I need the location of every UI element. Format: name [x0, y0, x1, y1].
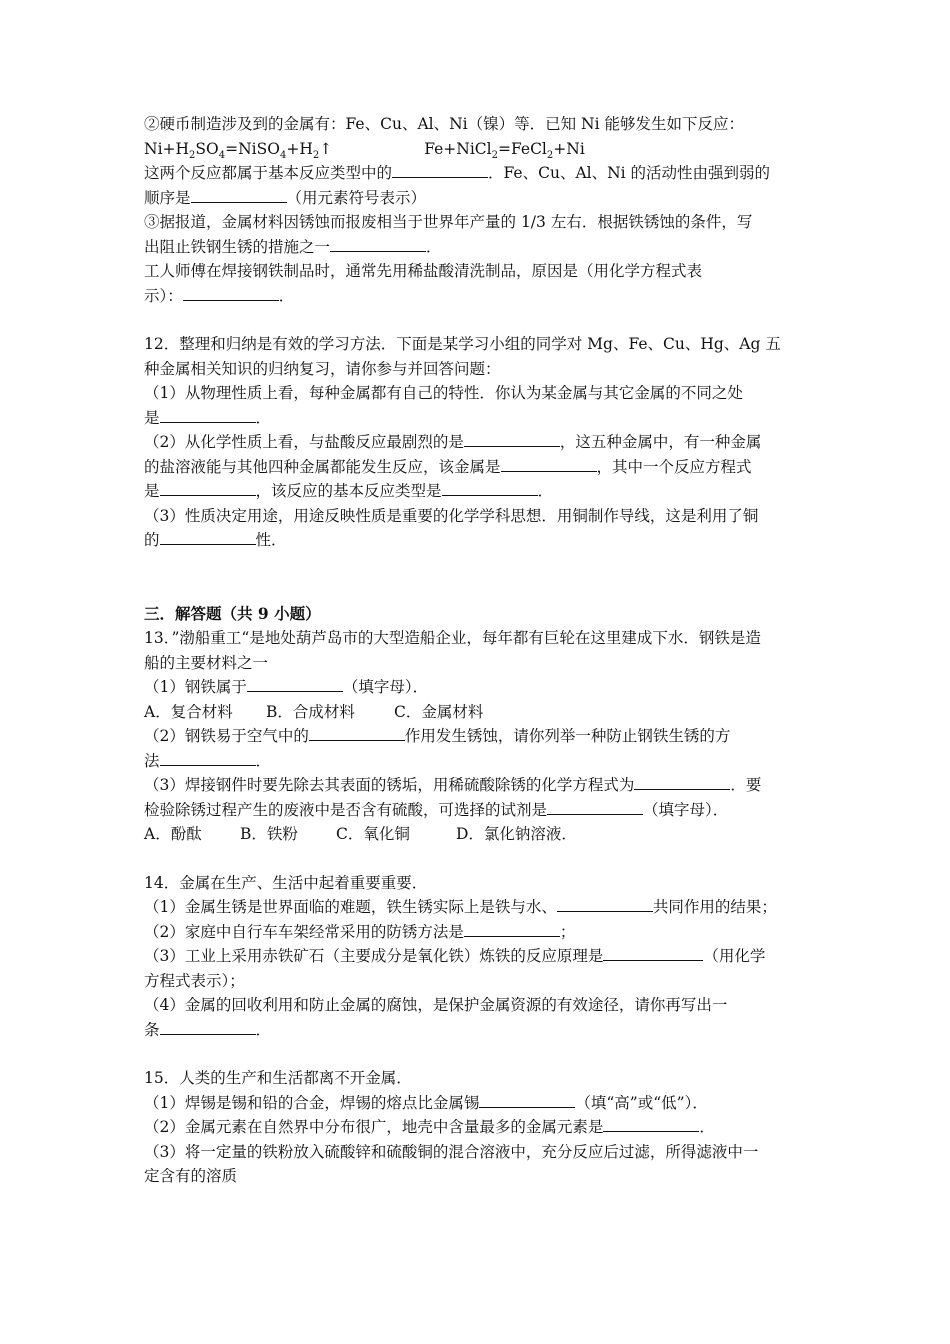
answer-blank[interactable]	[603, 945, 703, 961]
q13-options-1	[144, 700, 814, 725]
answer-blank[interactable]	[442, 480, 538, 496]
answer-blank[interactable]	[464, 431, 560, 447]
document-content	[144, 112, 814, 1189]
answer-blank[interactable]	[160, 407, 256, 423]
circled-number-3: ③	[144, 213, 160, 231]
answer-blank[interactable]	[160, 480, 256, 496]
equation-2: Fe+NiCl$_2$=FeCl$_2$+Ni	[424, 139, 585, 161]
option-c: C．氧化铜	[336, 825, 410, 843]
option-b: B．合成材料	[266, 702, 355, 721]
answer-blank[interactable]	[479, 1092, 575, 1108]
option-d: D．氯化钠溶液．	[456, 825, 577, 843]
answer-blank[interactable]	[191, 187, 287, 203]
answer-blank[interactable]	[603, 1116, 699, 1132]
answer-blank[interactable]	[464, 921, 560, 937]
circled-number-2: ②	[144, 115, 160, 133]
equation-1: $Ni+H_2SO_4=NiSO_4+H_2↑$	[144, 139, 333, 161]
answer-blank[interactable]	[557, 896, 653, 912]
option-b: B．铁粉	[240, 825, 298, 843]
answer-blank[interactable]	[501, 456, 597, 472]
answer-blank[interactable]	[392, 162, 488, 178]
answer-blank[interactable]	[547, 799, 643, 815]
answer-blank[interactable]	[183, 285, 279, 301]
question-12: 12．整理和归纳是有效的学习方法．下面是某学习小组的同学对 Mg、Fe、Cu、Hg、Ag 五 种金属相关知识的归纳复习，请你参与并回答问题： （1）从物理性质上看，每种金属都有自己的特性．你认为某金属与其它金属的不同之处 是 ． （2）从化学性质上看，与盐酸反应最剧烈的是 ，这五种金属中，有一种金属 的盐溶液能与其他四种金属都能发生反应，该金属是 ，其中一个反应方程式 是 ，该反应的基本反应类型是 ． （3）性质决定用途，用途反映性质是重要的化学学科思想．用铜制作导线，这是利用了铜 的 性．	[144, 335, 781, 549]
question-14: 14．金属在生产、生活中起着重要重要． （1）金属生锈是世界面临的难题，铁生锈实际上是铁与水、 共同作用的结果； （2）家庭中自行车车架经常采用的防锈方法是 ； （3）工业上采用赤铁矿石（主要成分是氧化铁）炼铁的反应原理是 （用化学 方程式表示）； （4）金属的回收利用和防止金属的腐蚀，是保护金属资源的有效途径，请你再写出一 条 ．	[144, 873, 777, 1039]
option-c: C．金属材料	[394, 702, 484, 721]
question-13: 13．”渤船重工“是地处葫芦岛市的大型造船企业，每年都有巨轮在这里建成下水．钢铁是造 船的主要材料之一 （1）钢铁属于 （填字母）． A．复合材料 B．合成材料 C．金属材料 （2）钢铁易于空气中的 作用发生锈蚀，请你列举一种防止钢铁生锈的方 法 ． （3）焊接钢件时要先除去其表面的锈垢，用稀硫酸除锈的化学方程式为 ．要 检验除锈过程产生的废液中是否含有硫酸，可选择的试剂是 （填字母）． A．酚酞 B．铁粉 C．氧化铜 D．氯化钠溶液．	[144, 626, 814, 847]
answer-blank[interactable]	[160, 750, 256, 766]
answer-blank[interactable]	[309, 725, 405, 741]
option-a: A．酚酞	[144, 825, 202, 843]
answer-blank[interactable]	[634, 774, 730, 790]
answer-blank[interactable]	[247, 676, 343, 692]
question-11: ②硬币制造涉及到的金属有：Fe、Cu、Al、Ni（镍）等．已知 Ni 能够发生如下反应： $Ni+H_2SO_4=NiSO_4+H_2↑$ Fe+NiCl$_2$=FeCl$_2$+Ni 这两个反应都属于基本反应类型中的 ．Fe、Cu、Al、Ni 的活动性由强到弱的 顺序是 （用元素符号表示） ③据报道，金属材料因锈蚀而报废相当于世界年产量的 1/3 左右．根据铁锈蚀的条件，写 出阻止铁钢生锈的措施之一 ． 工人师傅在焊接钢铁制品时，通常先用稀盐酸清洗制品，原因是（用化学方程式表 示）： ．	[144, 112, 814, 308]
question-15: 15．人类的生产和生活都离不开金属． （1）焊锡是锡和铅的合金，焊锡的熔点比金属锡 （填“高”或“低”）． （2）金属元素在自然界中分布很广，地壳中含量最多的金属元素是 ． （3）将一定量的铁粉放入硫酸锌和硫酸铜的混合溶液中，充分反应后过滤，所得滤液中一 定含有的溶质	[144, 1069, 759, 1185]
q11-line-1: ②硬币制造涉及到的金属有：Fe、Cu、Al、Ni（镍）等．已知 Ni 能够发生如下反应：	[144, 115, 744, 133]
q13-options-2	[144, 822, 814, 847]
answer-blank[interactable]	[330, 236, 426, 252]
answer-blank[interactable]	[160, 529, 256, 545]
answer-blank[interactable]	[160, 1019, 256, 1035]
q11-equations	[144, 137, 814, 162]
option-a: A．复合材料	[144, 702, 233, 721]
section-3-heading: 三．解答题（共 9 小题）	[144, 603, 321, 623]
